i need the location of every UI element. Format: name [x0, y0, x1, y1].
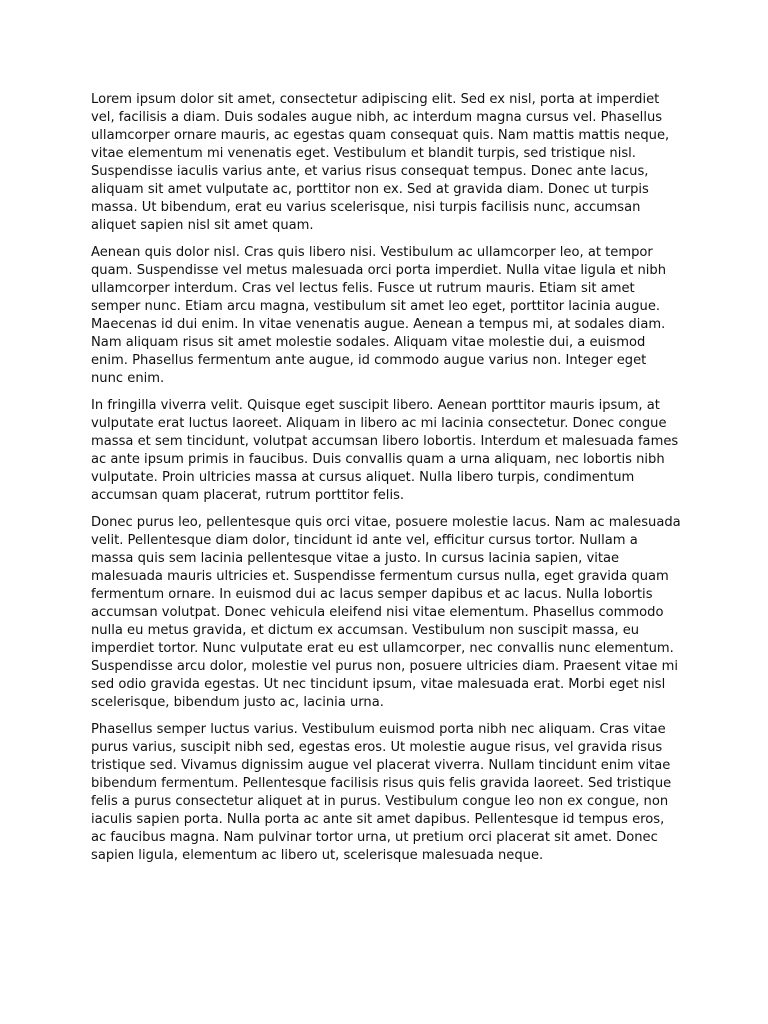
- paragraph-1: Lorem ipsum dolor sit amet, consectetur adipiscing elit. Sed ex nisl, porta at imperdiet vel, facilisis a diam. Duis sodales augue nibh, ac interdum magna cursus vel. Phasellus ullamcorper ornare mauris, ac egestas quam consequat quis. Nam mattis mattis neque, vitae elementum mi venenatis eget. Vestibulum et blandit turpis, sed tristique nisl. Suspendisse iaculis varius ante, et varius risus consequat tempus. Donec ante lacus, aliquam sit amet vulputate ac, porttitor non ex. Sed at gravida diam. Donec ut turpis massa. Ut bibendum, erat eu varius scelerisque, nisi turpis facilisis nunc, accumsan aliquet sapien nisl sit amet quam.: [91, 92, 670, 233]
- paragraph-2: Aenean quis dolor nisl. Cras quis libero nisi. Vestibulum ac ullamcorper leo, at tempor quam. Suspendisse vel metus malesuada orci porta imperdiet. Nulla vitae ligula et nibh ullamcorper interdum. Cras vel lectus felis. Fusce ut rutrum mauris. Etiam sit amet semper nunc. Etiam arcu magna, vestibulum sit amet leo eget, porttitor lacinia augue. Maecenas id dui enim. In vitae venenatis augue. Aenean a tempus mi, at sodales diam. Nam aliquam risus sit amet molestie sodales. Aliquam vitae molestie dui, a euismod enim. Phasellus fermentum ante augue, id commodo augue varius non. Integer eget nunc enim.: [91, 245, 666, 386]
- paragraph-5: Phasellus semper luctus varius. Vestibulum euismod porta nibh nec aliquam. Cras vitae purus varius, suscipit nibh sed, egestas eros. Ut molestie augue risus, vel gravida risus tristique sed. Vivamus dignissim augue vel placerat viverra. Nullam tincidunt enim vitae bibendum fermentum. Pellentesque facilisis risus quis felis gravida laoreet. Sed tristique felis a purus consectetur aliquet at in purus. Vestibulum congue leo non ex congue, non iaculis sapien porta. Nulla porta ac ante sit amet dapibus. Pellentesque id tempus eros, ac faucibus magna. Nam pulvinar tortor urna, ut pretium orci placerat sit amet. Donec sapien ligula, elementum ac libero ut, scelerisque malesuada neque.: [91, 722, 672, 863]
- paragraph-4: Donec purus leo, pellentesque quis orci vitae, posuere molestie lacus. Nam ac malesuada velit. Pellentesque diam dolor, tincidunt id ante vel, efficitur cursus tortor. Nullam a massa quis sem lacinia pellentesque vitae a justo. In cursus lacinia sapien, vitae malesuada mauris ultricies et. Suspendisse fermentum cursus nulla, eget gravida quam fermentum ornare. In euismod dui ac lacus semper dapibus et ac lacus. Nulla lobortis accumsan volutpat. Donec vehicula eleifend nisi vitae elementum. Phasellus commodo nulla eu metus gravida, et dictum ex accumsan. Vestibulum non suscipit massa, eu imperdiet tortor. Nunc vulputate erat eu est ullamcorper, nec convallis nunc elementum. Suspendisse arcu dolor, molestie vel purus non, posuere ultricies diam. Praesent vitae mi sed odio gravida egestas. Ut nec tincidunt ipsum, vitae malesuada erat. Morbi eget nisl scelerisque, bibendum justo ac, lacinia urna.: [91, 515, 681, 710]
- document-page: [91, 91, 681, 874]
- paragraph-3: In fringilla viverra velit. Quisque eget suscipit libero. Aenean porttitor mauris ipsum, at vulputate erat luctus laoreet. Aliquam in libero ac mi lacinia consectetur. Donec congue massa et sem tincidunt, volutpat accumsan libero lobortis. Interdum et malesuada fames ac ante ipsum primis in faucibus. Duis convallis quam a urna aliquam, nec lobortis nibh vulputate. Proin ultricies massa at cursus aliquet. Nulla libero turpis, condimentum accumsan quam placerat, rutrum porttitor felis.: [91, 398, 679, 503]
